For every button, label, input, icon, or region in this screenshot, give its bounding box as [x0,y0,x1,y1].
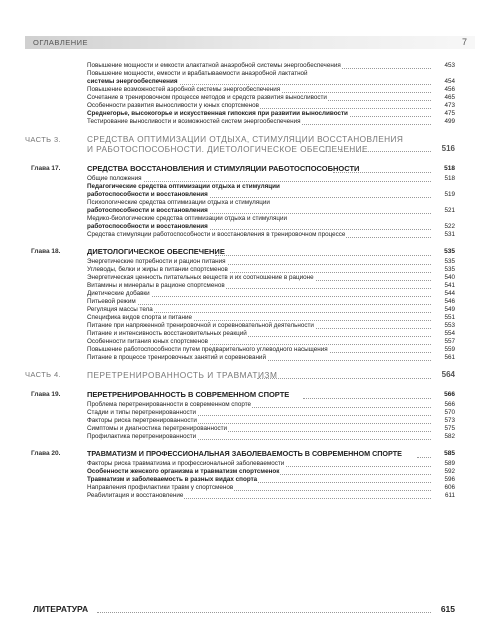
part-title-line1: СРЕДСТВА ОПТИМИЗАЦИИ ОТДЫХА, СТИМУЛЯЦИИ ВОССТАНОВЛЕНИЯ [87,134,404,144]
entry-title-line2-wrap [87,223,431,231]
entry-title-line2-wrap [87,207,431,215]
leader-dots [303,398,431,399]
chapter-label: Глава 19. [31,391,61,398]
part-label: ЧАСТЬ 3. [25,135,62,144]
entry-page: 473 [444,102,455,109]
entry-title-wrap [87,62,431,70]
entry-page: 521 [444,207,455,214]
literature-entry[interactable] [25,604,455,616]
chapter-label: Глава 20. [31,450,61,457]
toc-entry[interactable] [25,110,455,118]
toc-entry[interactable] [25,231,455,239]
entry-title-wrap [87,417,431,425]
toc-entry[interactable] [25,354,455,362]
entry-title-line2: работоспособности и восстановления [87,207,208,214]
chapter-label: Глава 18. [31,248,61,255]
toc-entry[interactable] [25,306,455,314]
entry-page: 544 [444,290,455,297]
chapter-20-heading[interactable] [25,449,455,460]
entry-title: Направления профилактики травм у спортсменов [87,484,234,491]
entry-title-wrap [87,282,431,290]
entry-title-line1: Медико-биологические средства оптимизации отдыха и стимуляции [87,215,288,222]
entry-title: Травматизм и заболеваемость в разных видах спорта [87,476,258,483]
toc-entry[interactable] [25,298,455,306]
chapter-title: ДИЕТОЛОГИЧЕСКОЕ ОБЕСПЕЧЕНИЕ [87,247,225,256]
toc-entry[interactable] [25,330,455,338]
chapter-title: ПЕРЕТРЕНИРОВАННОСТЬ В СОВРЕМЕННОМ СПОРТЕ [87,390,290,399]
chapter-label: Глава 17. [31,165,61,172]
entry-title-wrap [87,468,431,476]
part-4-heading[interactable] [25,370,455,382]
entry-page: 531 [444,231,455,238]
entry-page: 465 [444,94,455,101]
entry-page: 582 [444,433,455,440]
chapter-17-heading[interactable] [25,164,455,175]
entry-page: 606 [444,484,455,491]
entry-title: Среднегорье, высокогорье и искусственная гипоксия при развитии выносливости [87,110,348,117]
entry-title: Факторы риска травматизма и профессиональной заболеваемости [87,460,285,467]
entry-title: Тестирование выносливости и возможностей систем энергообеспечения [87,118,301,125]
entry-title-wrap [87,314,431,322]
entry-page: 518 [444,175,455,182]
toc-entry[interactable] [25,492,455,500]
chapter-page: 566 [444,391,455,398]
entry-page: 549 [444,306,455,313]
entry-page: 535 [444,258,455,265]
entry-title: Повышение работоспособности путем предварительного углеводного насыщения [87,346,328,353]
part-label: ЧАСТЬ 4. [25,370,62,379]
toc-entry[interactable] [25,417,455,425]
entry-title: Повышение мощности и емкости алактатной анаэробной системы энергообеспечения [87,62,341,69]
entry-title-wrap [87,102,431,110]
entry-title-line1: Педагогические средства оптимизации отдыха и стимуляции [87,183,280,190]
toc-entry[interactable] [25,258,455,266]
entry-title-wrap [87,425,431,433]
entry-title: Специфика видов спорта и питание [87,314,193,321]
entry-title-wrap [87,433,431,441]
chapter-18-heading[interactable] [25,247,455,258]
entry-title-wrap [87,231,431,239]
toc-entry[interactable] [25,274,455,282]
toc-entry[interactable] [25,476,455,484]
entry-title-wrap [87,258,431,266]
entry-page: 575 [444,425,455,432]
toc-entry-continuation[interactable] [25,223,455,231]
entry-title: Проблема перетренированности в современном спорте [87,401,252,408]
entry-page: 561 [444,354,455,361]
toc-entry[interactable] [25,409,455,417]
chapter-title: ТРАВМАТИЗМ И ПРОФЕССИОНАЛЬНАЯ ЗАБОЛЕВАЕМОСТЬ В СОВРЕМЕННОМ СПОРТЕ [87,449,402,458]
toc-entry[interactable] [25,401,455,409]
entry-title-wrap [87,290,431,298]
chapter-page: 585 [444,450,455,457]
chapter-20-entries [25,460,455,500]
entry-title: Питание при напряженной тренировочной и соревновательной деятельности [87,322,314,329]
entry-page: 541 [444,282,455,289]
entry-title-wrap [87,86,431,94]
toc-entry[interactable] [25,338,455,346]
entry-title-line2: работоспособности и восстановления [87,223,208,230]
entry-title: Энергетические потребности и рацион питания [87,258,226,265]
toc-entry[interactable] [25,460,455,468]
toc-entry[interactable] [25,468,455,476]
entry-title-wrap [87,476,431,484]
toc-entry[interactable] [25,102,455,110]
entry-title-line1: Повышение мощности, емкости и врабатываемости анаэробной лактатной [87,70,308,77]
toc-entry-continuation[interactable] [25,78,455,86]
entry-title-line2-wrap [87,191,431,199]
chapter-title: СРЕДСТВА ВОССТАНОВЛЕНИЯ И СТИМУЛЯЦИИ РАБОТОСПОСОБНОСТИ [87,164,360,173]
header-label: ОГЛАВЛЕНИЕ [33,38,89,47]
entry-title: Энергетическая ценность питательных веществ и их соотношение в рационе [87,274,314,281]
top-entries [25,62,455,126]
toc-entry[interactable] [25,266,455,274]
part-title: ПЕРЕТРЕНИРОВАННОСТЬ И ТРАВМАТИЗМ [87,370,278,380]
toc-entry[interactable] [25,118,455,126]
entry-page: 546 [444,298,455,305]
entry-page: 554 [444,330,455,337]
leader-dots [215,255,431,256]
toc-entry-continuation[interactable] [25,191,455,199]
entry-title: Реабилитация и восстановление [87,492,184,499]
entry-title: Регуляция массы тела [87,306,153,313]
chapter-19-entries [25,401,455,441]
toc-entry[interactable] [25,433,455,441]
entry-page: 559 [444,346,455,353]
chapter-18-entries [25,258,455,362]
chapter-page: 535 [444,248,455,255]
leader-dots [333,172,431,173]
entry-title-wrap [87,94,431,102]
entry-title-wrap [87,298,431,306]
entry-page: 456 [444,86,455,93]
part-3-heading[interactable] [25,134,455,156]
entry-page: 592 [444,468,455,475]
entry-title: Диетические добавки [87,290,150,297]
part-page: 564 [441,370,455,379]
toc-entry[interactable] [25,322,455,330]
entry-title: Профилактика перетренированности [87,433,197,440]
entry-title: Углеводы, белки и жиры в питании спортсменов [87,266,228,273]
toc-entry[interactable] [25,290,455,298]
entry-title: Питание в процессе тренировочных занятий и соревнований [87,354,266,361]
leader-dots [323,151,431,152]
entry-title: Повышение возможностей аэробной системы энергообеспечения [87,86,281,93]
entry-title-wrap [87,274,431,282]
entry-page: 566 [444,401,455,408]
entry-page: 519 [444,191,455,198]
entry-title-line1: Психологические средства оптимизации отдыха и стимуляции [87,199,270,206]
entry-title-wrap [87,401,431,409]
entry-title: Факторы риска перетренированности [87,417,197,424]
running-header [25,36,475,49]
chapter-19-heading[interactable] [25,390,455,401]
entry-title-line2: системы энергообеспечения [87,78,178,85]
page-number: 7 [461,37,467,47]
entry-title: Общие положения [87,175,142,182]
entry-page: 570 [444,409,455,416]
chapter-page: 518 [444,165,455,172]
entry-page: 475 [444,110,455,117]
entry-title-wrap [87,484,431,492]
entry-title: Питание и интенсивность восстановительных реакций [87,330,247,337]
entry-title: Средства стимуляции работоспособности и восстановления в тренировочном процессе [87,231,346,238]
entry-title-wrap [87,266,431,274]
leader-dots [417,457,431,458]
entry-page: 596 [444,476,455,483]
entry-page: 499 [444,118,455,125]
entry-title: Особенности питания юных спортсменов [87,338,208,345]
entry-title: Особенности женского организма и травматизм спортсменок [87,468,280,475]
toc-entry[interactable] [25,484,455,492]
entry-page: 522 [444,223,455,230]
entry-page: 557 [444,338,455,345]
toc-entry[interactable] [25,282,455,290]
entry-title-line2-wrap [87,78,431,86]
toc-entry[interactable] [25,86,455,94]
part-page: 516 [441,144,455,153]
toc-entry[interactable] [25,183,455,191]
entry-title-wrap [87,175,431,183]
entry-page: 589 [444,460,455,467]
entry-title: Стадии и типы перетренированности [87,409,197,416]
entry-title: Особенности развития выносливости у юных спортсменов [87,102,259,109]
literature-title: ЛИТЕРАТУРА [33,604,89,614]
entry-page: 553 [444,322,455,329]
entry-page: 611 [444,492,455,499]
part-title-line2: И РАБОТОСПОСОБНОСТИ. ДИЕТОЛОГИЧЕСКОЕ ОБЕСПЕЧЕНИЕ [87,144,368,154]
entry-title-wrap [87,118,431,126]
toc-entry[interactable] [25,175,455,183]
leader-dots [257,378,431,379]
entry-page: 453 [444,62,455,69]
entry-title-wrap [87,354,431,362]
toc-entry[interactable] [25,346,455,354]
entry-title-wrap [87,409,431,417]
toc-entry[interactable] [25,94,455,102]
leader-dots [97,612,431,613]
toc-entry[interactable] [25,314,455,322]
literature-page: 615 [440,604,455,614]
entry-title: Сочетание в тренировочном процессе методов и средств развития выносливости [87,94,327,101]
toc-entry[interactable] [25,70,455,78]
entry-title-wrap [87,460,431,468]
entry-title: Симптомы и диагностика перетренированности [87,425,228,432]
toc-entry-continuation[interactable] [25,207,455,215]
chapter-17-entries [25,175,455,239]
entry-page: 540 [444,274,455,281]
entry-title: Питьевой режим [87,298,136,305]
entry-title-wrap [87,306,431,314]
entry-page: 535 [444,266,455,273]
entry-title: Витамины и минералы в рационе спортсменов [87,282,225,289]
toc-entry[interactable] [25,215,455,223]
entry-title-wrap [87,110,431,118]
entry-title-wrap [87,338,431,346]
entry-page: 573 [444,417,455,424]
toc-entry[interactable] [25,199,455,207]
entry-title-wrap [87,492,431,500]
entry-title-wrap [87,330,431,338]
entry-title-line2: работоспособности и восстановления [87,191,208,198]
entry-title-wrap [87,346,431,354]
entry-page: 551 [444,314,455,321]
toc-entry[interactable] [25,62,455,70]
entry-title-wrap [87,322,431,330]
toc-body [25,62,455,500]
toc-entry[interactable] [25,425,455,433]
entry-page: 454 [444,78,455,85]
